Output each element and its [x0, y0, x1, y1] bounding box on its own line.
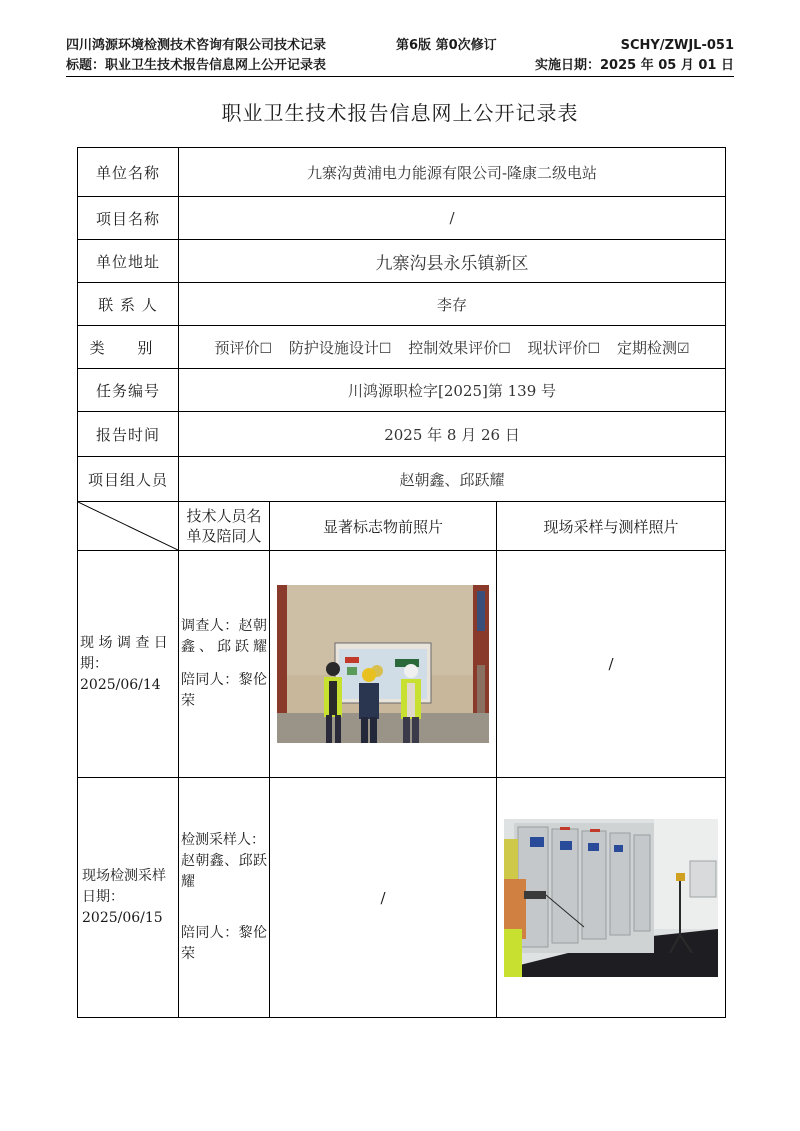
checkbox-checked-icon: ☑	[676, 340, 690, 357]
team-value: 赵朝鑫、邱跃耀	[179, 457, 726, 502]
header-divider	[66, 76, 734, 77]
sampling-photo-cell	[497, 778, 726, 1018]
row-unit-name	[78, 148, 726, 197]
detection-companion: 陪同人：黎伦荣	[181, 925, 267, 962]
contact-value: 李存	[179, 283, 726, 326]
row-team	[78, 457, 726, 502]
detection-landmark-photo-cell: /	[270, 778, 497, 1018]
report-time-label: 报告时间	[78, 412, 179, 457]
row-contact	[78, 283, 726, 326]
category-option-pre-evaluation: 预评价☐	[214, 338, 273, 357]
task-number-label: 任务编号	[78, 369, 179, 412]
detection-row	[78, 778, 726, 1018]
row-report-time	[78, 412, 726, 457]
implementation-date: 实施日期：2025 年 05 月 01 日	[535, 58, 734, 73]
survey-staff	[179, 551, 270, 778]
survey-sampling-photo-cell: /	[497, 551, 726, 778]
sampling-photo-column-header: 现场采样与测样照片	[497, 502, 726, 551]
sampler-names: 赵朝鑫、邱跃耀	[181, 853, 267, 890]
row-category	[78, 326, 726, 369]
project-name-value: /	[179, 197, 726, 240]
company-record-label: 四川鸿源环境检测技术咨询有限公司技术记录	[66, 38, 327, 53]
version-label: 第6版 第0次修订	[396, 38, 497, 53]
row-task-number	[78, 369, 726, 412]
category-option-status-evaluation: 现状评价☐	[527, 338, 601, 357]
unit-address-value: 九寨沟县永乐镇新区	[179, 240, 726, 283]
checkbox-icon: ☐	[259, 340, 273, 357]
record-table	[77, 147, 726, 1018]
survey-companion: 陪同人：黎伦荣	[181, 672, 267, 709]
sampler-label: 检测采样人：	[181, 832, 265, 848]
checkbox-icon: ☐	[378, 340, 392, 357]
landmark-photo-cell	[270, 551, 497, 778]
doc-code: SCHY/ZWJL-051	[620, 38, 734, 53]
category-option-periodic-detection: 定期检测☑	[616, 338, 690, 357]
investigator: 调查人：赵朝鑫、邱跃耀	[181, 618, 267, 655]
checkbox-icon: ☐	[587, 340, 601, 357]
detection-staff	[179, 778, 270, 1018]
row-project-name	[78, 197, 726, 240]
header-title: 标题：职业卫生技术报告信息网上公开记录表	[66, 58, 327, 73]
staff-column-header: 技术人员名单及陪同人	[179, 502, 270, 551]
category-option-protection-design: 防护设施设计☐	[288, 338, 392, 357]
page-title: 职业卫生技术报告信息网上公开记录表	[221, 101, 579, 125]
report-time-value: 2025 年 8 月 26 日	[179, 412, 726, 457]
survey-row	[78, 551, 726, 778]
landmark-photo-column-header: 显著标志物前照片	[270, 502, 497, 551]
diagonal-line	[78, 502, 178, 550]
category-options	[179, 326, 726, 369]
unit-name-value: 九寨沟黄浦电力能源有限公司-隆康二级电站	[179, 148, 726, 197]
unit-name-label: 单位名称	[78, 148, 179, 197]
category-label: 类 别	[78, 326, 179, 369]
task-number-value: 川鸿源职检字[2025]第 139 号	[179, 369, 726, 412]
photo-header-row	[78, 502, 726, 551]
diagonal-header-cell	[78, 502, 179, 551]
team-label: 项目组人员	[78, 457, 179, 502]
category-option-control-effect: 控制效果评价☐	[408, 338, 511, 357]
row-unit-address	[78, 240, 726, 283]
detection-date: 现场检测采样日期：2025/06/15	[78, 778, 179, 1018]
survey-date: 现 场 调 查 日 期：2025/06/14	[78, 551, 179, 778]
checkbox-icon: ☐	[498, 340, 511, 357]
sampling-photo	[504, 819, 718, 977]
unit-address-label: 单位地址	[78, 240, 179, 283]
landmark-photo	[277, 585, 489, 743]
contact-label: 联 系 人	[78, 283, 179, 326]
project-name-label: 项目名称	[78, 197, 179, 240]
